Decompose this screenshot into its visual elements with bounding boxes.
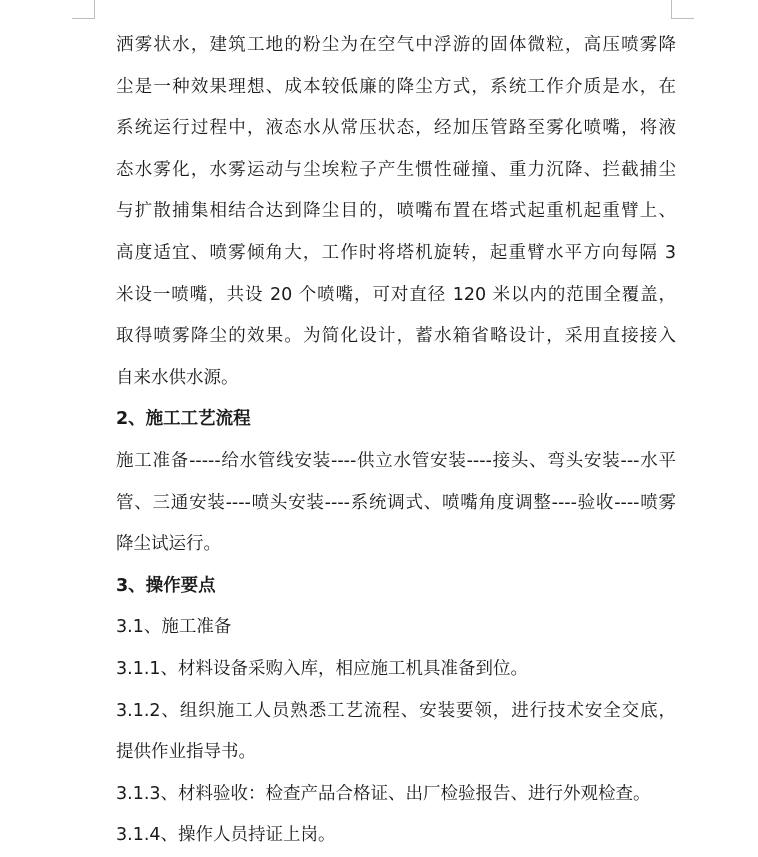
paragraph-line: 米设一喷嘴，共设 20 个喷嘴，可对直径 120 米以内的范围全覆盖， — [116, 284, 676, 305]
paragraph-line: 高度适宜、喷雾倾角大，工作时将塔机旋转，起重臂水平方向每隔 3 — [116, 242, 676, 263]
paragraph-line: 尘是一种效果理想、成本较低廉的降尘方式，系统工作介质是水，在 — [116, 76, 676, 97]
list-item-3-1-2-continuation: 提供作业指导书。 — [116, 742, 256, 763]
paragraph-line: 与扩散捕集相结合达到降尘目的，喷嘴布置在塔式起重机起重臂上、 — [116, 201, 676, 222]
document-body — [116, 25, 676, 857]
section-heading-key-points: 3、操作要点 — [116, 575, 216, 596]
paragraph-line: 降尘试运行。 — [116, 534, 221, 555]
paragraph-line: 施工准备-----给水管线安装----供立水管安装----接头、弯头安装---水平 — [116, 450, 676, 471]
list-item-3-1-3: 3.1.3、材料验收：检查产品合格证、出厂检验报告、进行外观检查。 — [116, 783, 651, 804]
paragraph-line: 洒雾状水，建筑工地的粉尘为在空气中浮游的固体微粒，高压喷雾降 — [116, 35, 676, 55]
list-item-3-1-2: 3.1.2、组织施工人员熟悉工艺流程、安装要领，进行技术安全交底， — [116, 700, 676, 721]
section-heading-process: 2、施工工艺流程 — [116, 409, 251, 430]
crop-mark-top-right — [671, 0, 694, 19]
crop-mark-top-left — [72, 0, 95, 19]
paragraph-line: 自来水供水源。 — [116, 367, 239, 388]
paragraph-line: 取得喷雾降尘的效果。为简化设计，蓄水箱省略设计，采用直接接入 — [116, 326, 676, 347]
paragraph-line: 管、三通安装----喷头安装----系统调式、喷嘴角度调整----验收----喷雾 — [116, 492, 676, 513]
list-item-3-1-1: 3.1.1、材料设备采购入库，相应施工机具准备到位。 — [116, 658, 529, 679]
list-item-3-1-4: 3.1.4、操作人员持证上岗。 — [116, 825, 336, 846]
paragraph-line: 态水雾化，水雾运动与尘埃粒子产生惯性碰撞、重力沉降、拦截捕尘 — [116, 159, 676, 180]
paragraph-line: 系统运行过程中，液态水从常压状态，经加压管路至雾化喷嘴，将液 — [116, 118, 676, 139]
subsection-heading-preparation: 3.1、施工准备 — [116, 617, 232, 638]
